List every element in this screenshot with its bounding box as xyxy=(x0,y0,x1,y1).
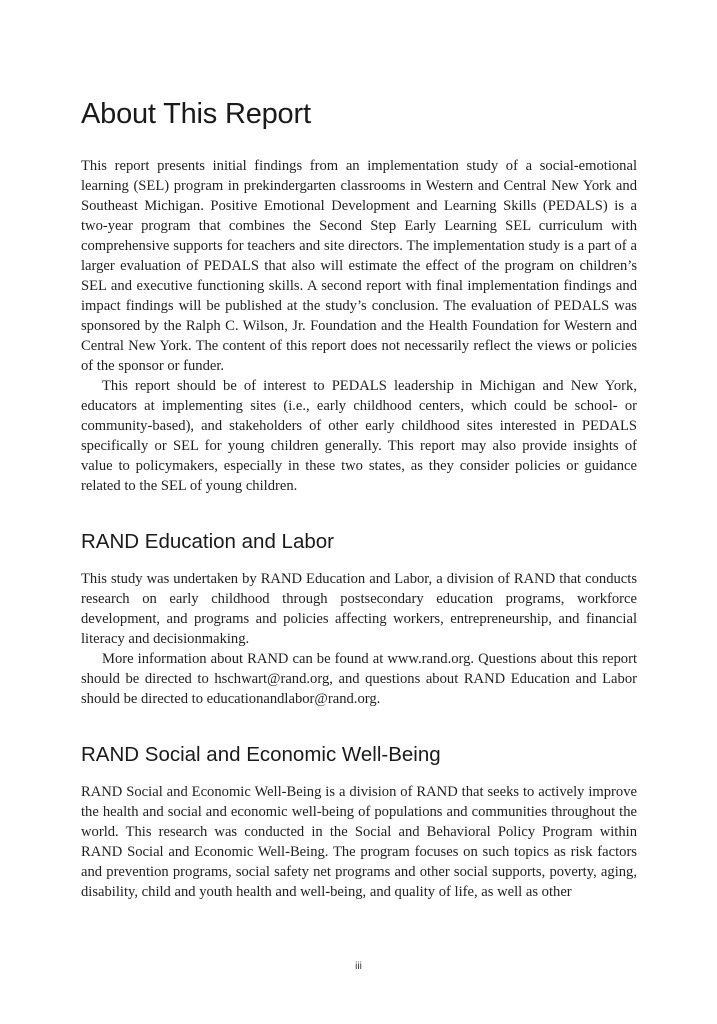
section-heading-education-and-labor: RAND Education and Labor xyxy=(81,530,334,553)
intro-section xyxy=(81,156,637,496)
section-heading-social-economic-well-being: RAND Social and Economic Well-Being xyxy=(81,743,441,766)
intro-paragraph-1: This report presents initial findings from an implementation study of a social-emotional learning (SEL) program in prekindergarten classrooms in Western and Central New York and Southeast Michigan. Positive Emotional Development and Learning Skills (PEDALS) is a two-year program that combines the Second Step Early Learning SEL curriculum with comprehensive supports for teachers and site directors. The implementation study is a part of a larger evaluation of PEDALS that also will estimate the effect of the program on children’s SEL and executive functioning skills. A second report with final implementation findings and impact findings will be published at the study’s conclusion. The evaluation of PEDALS was sponsored by the Ralph C. Wilson, Jr. Foundation and the Health Foundation for Western and Central New York. The content of this report does not necessarily reflect the views or policies of the sponsor or funder. xyxy=(81,158,637,374)
education-paragraph-1: This study was undertaken by RAND Education and Labor, a division of RAND that conducts research on early childhood through postsecondary education programs, workforce development, and programs and policies affecting workers, entrepreneurship, and financial literacy and decisionmaking. xyxy=(81,571,637,647)
well-being-paragraph-1: RAND Social and Economic Well-Being is a division of RAND that seeks to actively improve the health and social and economic well-being of populations and communities throughout the world. This research was conducted in the Social and Behavioral Policy Program within RAND Social and Economic Well-Being. The program focuses on such topics as risk factors and prevention programs, social safety net programs and other social supports, poverty, aging, disability, child and youth health and well-being, and quality of life, as well as other xyxy=(81,784,637,900)
page-number: iii xyxy=(355,961,362,972)
page-title: About This Report xyxy=(81,98,311,130)
page-content xyxy=(81,96,637,902)
intro-paragraph-2: This report should be of interest to PEDALS leadership in Michigan and New York, educators at implementing sites (i.e., early childhood centers, which could be school- or community-based), and stakeholders of other early childhood sites interested in PEDALS specifically or SEL for young children generally. This report may also provide insights of value to policymakers, especially in these two states, as they consider policies or guidance related to the SEL of young children. xyxy=(81,378,637,494)
section-social-and-economic-well-being xyxy=(81,742,637,902)
education-paragraph-2: More information about RAND can be found at www.rand.org. Questions about this report should be directed to hschwart@rand.org, and questions about RAND Education and Labor should be directed to educationandlabor@rand.org. xyxy=(81,651,637,707)
section-education-and-labor xyxy=(81,529,637,709)
